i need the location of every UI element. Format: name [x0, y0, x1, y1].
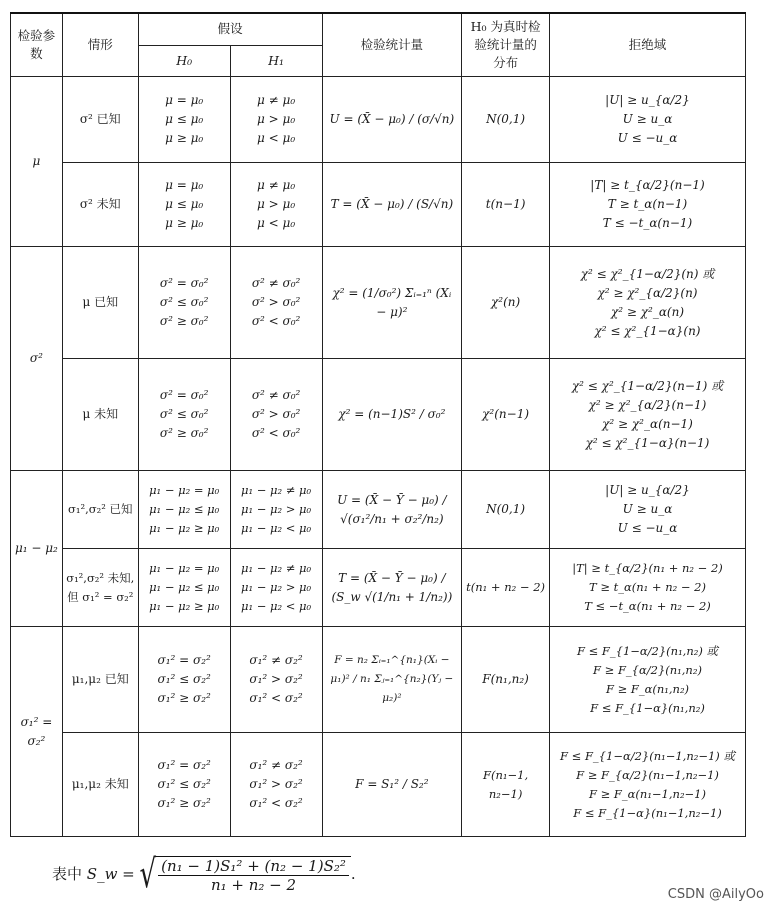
distribution-cell: χ²(n−1) [462, 359, 550, 471]
h0-cell [138, 163, 230, 247]
case-cell: σ₁²,σ₂² 已知 [62, 471, 138, 549]
h1-line: σ₁² > σ₂² [249, 672, 303, 686]
h0-cell [138, 247, 230, 359]
rejection-cell [550, 733, 746, 837]
h1-cell [230, 163, 322, 247]
rejection-line: U ≥ u_α [622, 502, 673, 516]
rejection-line: |U| ≥ u_{α/2} [605, 483, 690, 497]
rejection-line: χ² ≥ χ²_α(n) [610, 304, 685, 319]
rejection-line: T ≥ t_α(n₁ + n₂ − 2) [589, 580, 706, 594]
watermark: CSDN @AilyOo [667, 887, 764, 902]
rejection-line: χ² ≤ χ²_{1−α}(n) [594, 323, 701, 338]
h0-line: σ² ≥ σ₀² [159, 314, 209, 328]
h0-line: μ ≤ μ₀ [165, 112, 204, 126]
h1-line: σ² < σ₀² [251, 426, 301, 440]
h0-line: μ₁ − μ₂ ≥ μ₀ [149, 599, 220, 613]
distribution-cell: χ²(n) [462, 247, 550, 359]
h0-cell [138, 471, 230, 549]
rejection-line: F ≤ F_{1−α/2}(n₁−1,n₂−1) 或 [560, 748, 735, 763]
rejection-line: F ≥ F_{α/2}(n₁,n₂) [593, 662, 702, 677]
distribution-cell: N(0,1) [462, 471, 550, 549]
rejection-line: F ≤ F_{1−α}(n₁,n₂) [590, 700, 705, 715]
footnote-sqrt [156, 856, 351, 894]
distribution-cell: t(n−1) [462, 163, 550, 247]
header-param: 检验参数 [11, 13, 63, 77]
rejection-cell [550, 549, 746, 627]
h1-line: μ₁ − μ₂ > μ₀ [241, 502, 312, 516]
h1-line: μ ≠ μ₀ [257, 178, 296, 192]
h1-line: μ < μ₀ [257, 131, 296, 145]
header-rejection: 拒绝域 [550, 13, 746, 77]
h1-cell [230, 733, 322, 837]
rejection-line: U ≤ −u_α [617, 521, 678, 535]
statistic-formula: χ² = (n−1)S² / σ₀² [322, 359, 462, 471]
footnote-lhs: S_w = [86, 865, 135, 883]
param-cell: μ₁ − μ₂ [11, 471, 63, 627]
rejection-line: T ≥ t_α(n−1) [607, 197, 688, 211]
case-cell: μ₁,μ₂ 已知 [62, 627, 138, 733]
h1-line: μ₁ − μ₂ < μ₀ [241, 599, 312, 613]
h1-line: σ² ≠ σ₀² [251, 388, 301, 402]
statistic-formula: U = (X̄ − μ₀) / (σ/√n) [322, 77, 462, 163]
h0-line: μ₁ − μ₂ = μ₀ [149, 561, 220, 575]
case-cell: σ² 未知 [62, 163, 138, 247]
case-cell: μ 已知 [62, 247, 138, 359]
h1-line: σ₁² ≠ σ₂² [249, 653, 303, 667]
h1-line: σ₁² ≠ σ₂² [249, 758, 303, 772]
footnote-fraction [158, 857, 349, 894]
header-h1: H₁ [230, 45, 322, 76]
header-hypothesis: 假设 [138, 13, 322, 45]
h1-line: μ₁ − μ₂ ≠ μ₀ [241, 483, 312, 497]
h1-line: σ² > σ₀² [251, 407, 301, 421]
rejection-line: U ≥ u_α [622, 112, 673, 126]
statistic-formula: U = (X̄ − Ȳ − μ₀) / √(σ₁²/n₁ + σ₂²/n₂) [322, 471, 462, 549]
rejection-line: χ² ≤ χ²_{1−α/2}(n) 或 [580, 266, 715, 281]
h0-cell [138, 733, 230, 837]
sqrt-symbol: √ [139, 852, 157, 898]
h1-line: σ₁² < σ₂² [249, 691, 303, 705]
h0-line: σ² ≤ σ₀² [159, 407, 209, 421]
h0-line: σ₁² ≤ σ₂² [157, 672, 211, 686]
statistic-formula: χ² = (1/σ₀²) Σᵢ₌₁ⁿ (Xᵢ − μ)² [322, 247, 462, 359]
h0-line: μ ≤ μ₀ [165, 197, 204, 211]
h0-line: σ₁² = σ₂² [157, 758, 211, 772]
param-cell: σ² [11, 247, 63, 471]
rejection-line: F ≥ F_{α/2}(n₁−1,n₂−1) [576, 767, 719, 782]
distribution-cell: N(0,1) [462, 77, 550, 163]
rejection-line: F ≤ F_{1−α}(n₁−1,n₂−1) [573, 805, 722, 820]
distribution-cell: F(n₁,n₂) [462, 627, 550, 733]
h1-line: σ² ≠ σ₀² [251, 276, 301, 290]
h0-line: μ₁ − μ₂ ≥ μ₀ [149, 521, 220, 535]
rejection-line: F ≥ F_α(n₁−1,n₂−1) [589, 786, 706, 801]
h0-line: σ₁² ≤ σ₂² [157, 777, 211, 791]
rejection-cell [550, 471, 746, 549]
h0-line: μ₁ − μ₂ ≤ μ₀ [149, 580, 220, 594]
rejection-line: T ≤ −t_α(n−1) [602, 216, 693, 230]
rejection-cell [550, 163, 746, 247]
h1-cell [230, 549, 322, 627]
distribution-cell: t(n₁ + n₂ − 2) [462, 549, 550, 627]
hypothesis-test-table [10, 12, 746, 837]
h1-line: σ₁² < σ₂² [249, 796, 303, 810]
rejection-line: |T| ≥ t_{α/2}(n₁ + n₂ − 2) [572, 561, 723, 575]
h0-line: σ² ≥ σ₀² [159, 426, 209, 440]
h0-cell [138, 359, 230, 471]
h1-line: μ > μ₀ [257, 197, 296, 211]
h1-line: μ₁ − μ₂ > μ₀ [241, 580, 312, 594]
h1-cell [230, 247, 322, 359]
statistic-formula: F = n₂ Σᵢ₌₁^{n₁}(Xᵢ − μ₁)² / n₁ Σⱼ₌₁^{n₂}(Yⱼ − μ₂)² [322, 627, 462, 733]
rejection-line: χ² ≥ χ²_{α/2}(n−1) [588, 397, 707, 412]
rejection-line: χ² ≤ χ²_{1−α/2}(n−1) 或 [571, 378, 724, 393]
h1-line: μ₁ − μ₂ < μ₀ [241, 521, 312, 535]
footnote-denominator: n₁ + n₂ − 2 [210, 876, 297, 894]
footnote-suffix: . [350, 865, 356, 883]
rejection-line: χ² ≤ χ²_{1−α}(n−1) [585, 435, 710, 450]
rejection-line: F ≤ F_{1−α/2}(n₁,n₂) 或 [576, 643, 718, 658]
h0-line: σ₁² = σ₂² [157, 653, 211, 667]
h0-line: μ₁ − μ₂ ≤ μ₀ [149, 502, 220, 516]
rejection-cell [550, 77, 746, 163]
header-statistic: 检验统计量 [322, 13, 462, 77]
rejection-line: χ² ≥ χ²_{α/2}(n) [597, 285, 698, 300]
h1-cell [230, 359, 322, 471]
h1-line: μ₁ − μ₂ ≠ μ₀ [241, 561, 312, 575]
footnote-prefix: 表中 [52, 865, 83, 883]
h1-line: μ < μ₀ [257, 216, 296, 230]
h0-line: σ₁² ≥ σ₂² [157, 796, 211, 810]
statistic-formula: F = S₁² / S₂² [322, 733, 462, 837]
rejection-line: χ² ≥ χ²_α(n−1) [602, 416, 693, 431]
rejection-line: F ≥ F_α(n₁,n₂) [605, 681, 690, 696]
h1-cell [230, 77, 322, 163]
case-cell: μ 未知 [62, 359, 138, 471]
rejection-cell [550, 247, 746, 359]
h1-cell [230, 471, 322, 549]
h1-cell [230, 627, 322, 733]
distribution-cell: F(n₁−1, n₂−1) [462, 733, 550, 837]
h0-cell [138, 549, 230, 627]
rejection-line: |U| ≥ u_{α/2} [605, 93, 690, 107]
h0-line: σ₁² ≥ σ₂² [157, 691, 211, 705]
case-cell: μ₁,μ₂ 未知 [62, 733, 138, 837]
h1-line: σ₁² > σ₂² [249, 777, 303, 791]
h0-line: μ = μ₀ [165, 178, 204, 192]
rejection-cell [550, 359, 746, 471]
h0-line: σ² = σ₀² [159, 388, 209, 402]
header-distribution: H₀ 为真时检验统计量的分布 [462, 13, 550, 77]
case-cell: σ₁²,σ₂² 未知,但 σ₁² = σ₂² [62, 549, 138, 627]
statistic-formula: T = (X̄ − Ȳ − μ₀) / (S_w √(1/n₁ + 1/n₂)) [322, 549, 462, 627]
h1-line: μ > μ₀ [257, 112, 296, 126]
h0-line: μ₁ − μ₂ = μ₀ [149, 483, 220, 497]
param-cell: σ₁² = σ₂² [11, 627, 63, 837]
h0-cell [138, 627, 230, 733]
h0-line: μ ≥ μ₀ [165, 216, 204, 230]
case-cell: σ² 已知 [62, 77, 138, 163]
rejection-line: U ≤ −u_α [617, 131, 678, 145]
h0-line: μ ≥ μ₀ [165, 131, 204, 145]
rejection-cell [550, 627, 746, 733]
param-cell: μ [11, 77, 63, 247]
footnote [52, 852, 356, 898]
h0-line: μ = μ₀ [165, 93, 204, 107]
h1-line: σ² < σ₀² [251, 314, 301, 328]
footnote-numerator: (n₁ − 1)S₁² + (n₂ − 1)S₂² [158, 857, 349, 876]
h0-line: σ² = σ₀² [159, 276, 209, 290]
statistic-formula: T = (X̄ − μ₀) / (S/√n) [322, 163, 462, 247]
rejection-line: |T| ≥ t_{α/2}(n−1) [590, 178, 705, 192]
h0-cell [138, 77, 230, 163]
rejection-line: T ≤ −t_α(n₁ + n₂ − 2) [584, 599, 711, 613]
header-case: 情形 [62, 13, 138, 77]
header-h0: H₀ [138, 45, 230, 76]
h0-line: σ² ≤ σ₀² [159, 295, 209, 309]
h1-line: μ ≠ μ₀ [257, 93, 296, 107]
h1-line: σ² > σ₀² [251, 295, 301, 309]
